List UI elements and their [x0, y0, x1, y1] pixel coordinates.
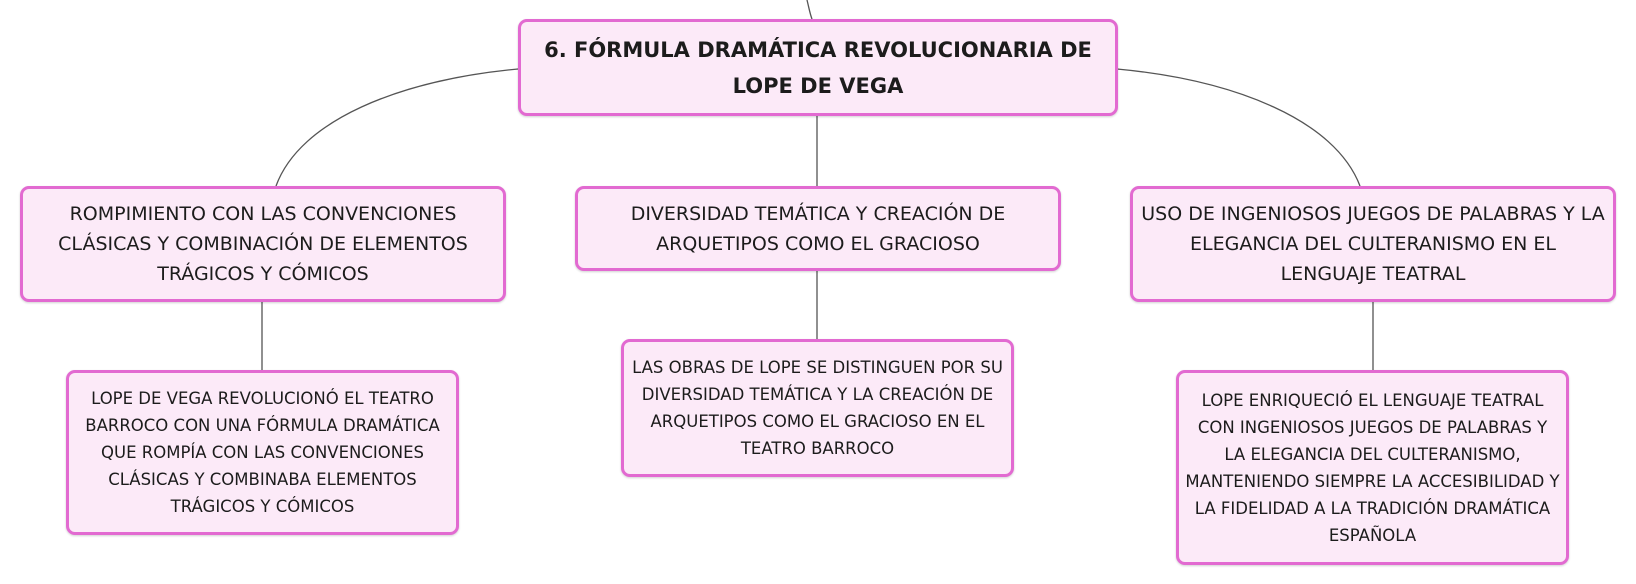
branch-topic-rompimiento[interactable]	[20, 186, 506, 302]
branch-topic-label: USO DE INGENIOSOS JUEGOS DE PALABRAS Y LA ELEGANCIA DEL CULTERANISMO EN EL LENGUAJE TEATRAL	[1141, 203, 1605, 285]
branch-topic-label: DIVERSIDAD TEMÁTICA Y CREACIÓN DE ARQUETIPOS COMO EL GRACIOSO	[630, 202, 1006, 255]
connector-parent-to-root	[807, 0, 812, 19]
branch-topic-diversidad[interactable]	[575, 186, 1061, 271]
subtopic-label: LAS OBRAS DE LOPE SE DISTINGUEN POR SU DIVERSIDAD TEMÁTICA Y LA CREACIÓN DE ARQUETIPOS COMO EL GRACIOSO EN EL TEATRO BARROCO	[632, 358, 1003, 458]
subtopic-label: LOPE ENRIQUECIÓ EL LENGUAJE TEATRAL CON INGENIOSOS JUEGOS DE PALABRAS Y LA ELEGANCIA DEL CULTERANISMO, MANTENIENDO SIEMPRE LA ACCESIBILIDAD Y LA FIDELIDAD A LA TRADICIÓN DRAMÁTICA ESPAÑOLA	[1185, 390, 1560, 545]
root-topic-label: 6. FÓRMULA DRAMÁTICA REVOLUCIONARIA DE LOPE DE VEGA	[544, 37, 1092, 98]
subtopic-diversidad[interactable]	[621, 339, 1014, 477]
branch-topic-lenguaje[interactable]	[1130, 186, 1616, 302]
subtopic-label: LOPE DE VEGA REVOLUCIONÓ EL TEATRO BARROCO CON UNA FÓRMULA DRAMÁTICA QUE ROMPÍA CON LAS CONVENCIONES CLÁSICAS Y COMBINABA ELEMENTOS TRÁGICOS Y CÓMICOS	[85, 389, 440, 516]
root-topic[interactable]	[518, 19, 1118, 116]
connector-root-to-branch-3	[1117, 69, 1360, 186]
connector-root-to-branch-1	[276, 69, 518, 186]
branch-topic-label: ROMPIMIENTO CON LAS CONVENCIONES CLÁSICAS Y COMBINACIÓN DE ELEMENTOS TRÁGICOS Y CÓMICOS	[58, 203, 468, 285]
subtopic-rompimiento[interactable]	[66, 370, 459, 535]
subtopic-lenguaje[interactable]	[1176, 370, 1569, 565]
